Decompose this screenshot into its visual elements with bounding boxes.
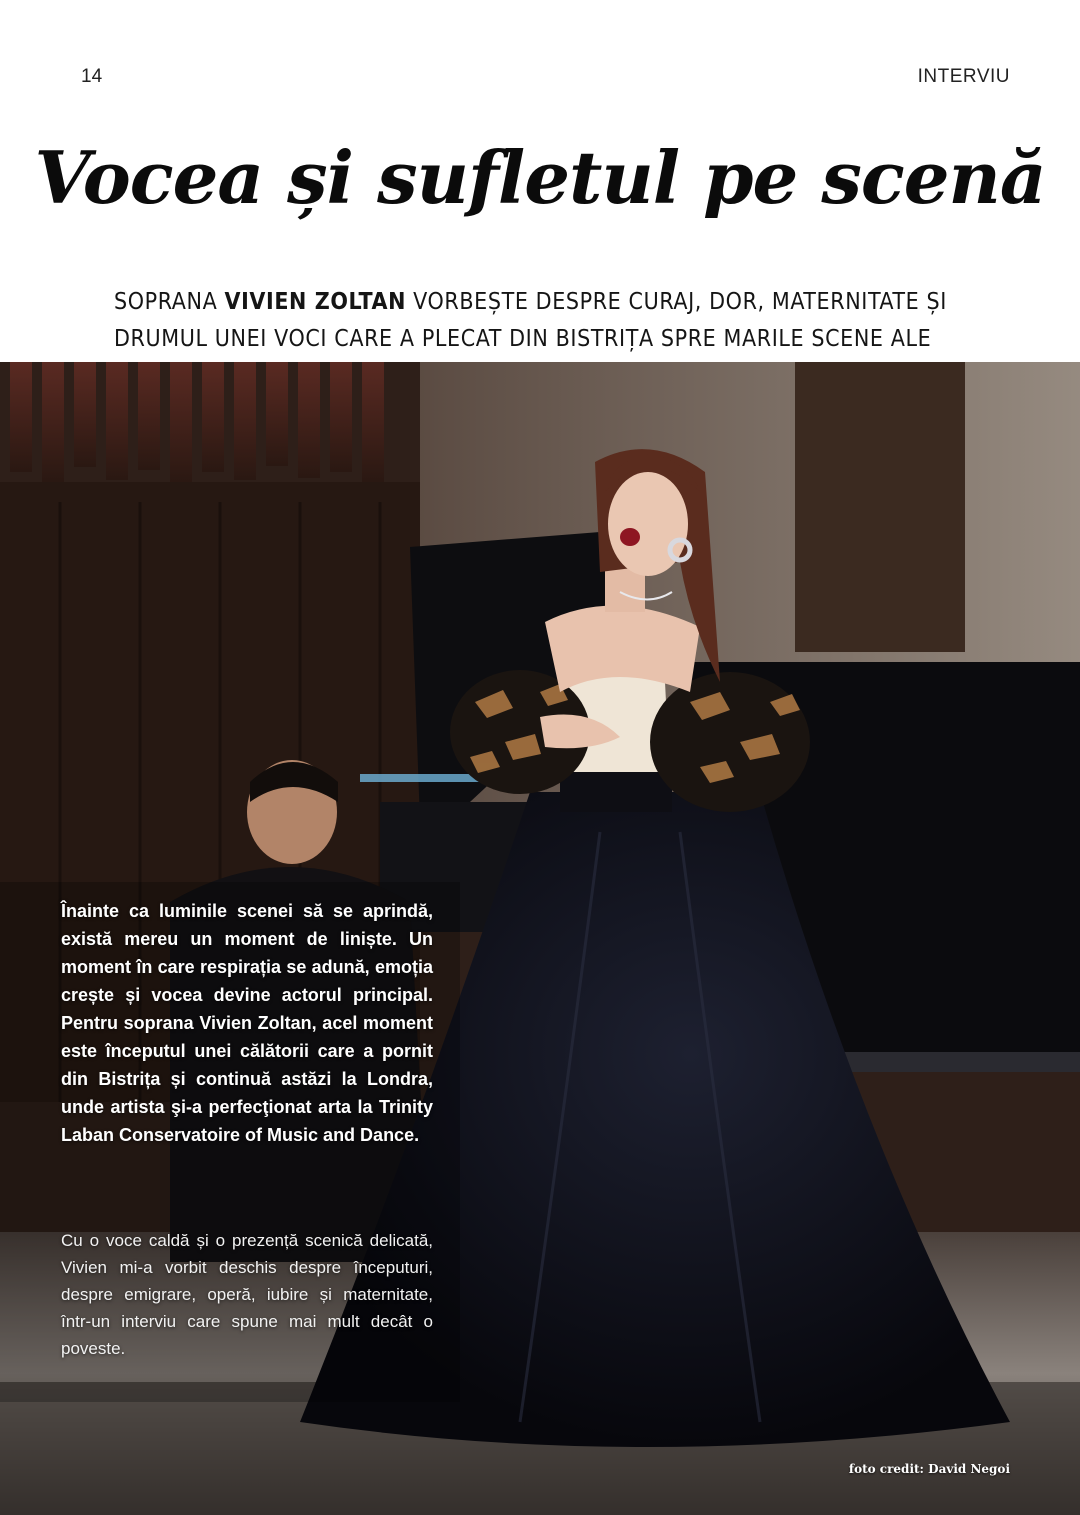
page-number: 14 <box>81 66 103 87</box>
section-label: INTERVIU <box>917 66 1010 87</box>
subtitle-name: VIVIEN ZOLTAN <box>224 289 407 315</box>
subtitle-rest: VORBEȘTE DESPRE CURAJ, DOR, MATERNITATE ȘI DRUMUL UNEI VOCI CARE A PLECAT DIN BISTRIȚA SPRE MARILE SCENE ALE <box>114 289 947 352</box>
article-headline: Vocea și sufletul pe scenă <box>34 135 1046 220</box>
intro-paragraph: Înainte ca luminile scenei să se aprindă, există mereu un moment de liniște. Un moment în care respirația se adună, emoția crește și vocea devine actorul principal. Pentru soprana Vivien Zoltan, acel moment este începutul unei călătorii care a pornit din Bistrița și continuă astăzi la Londra, unde artista şi-a perfecţionat arta la Trinity Laban Conservatoire of Music and Dance. <box>61 901 433 1145</box>
subtitle-prefix: SOPRANA <box>114 289 225 315</box>
lead-paragraph: Cu o voce caldă și o prezență scenică delicată, Vivien mi-a vorbit deschis despre începuturi, despre emigrare, operă, iubire și maternitate, într-un interviu care spune mai mult decât o poveste. <box>61 1231 433 1358</box>
photo-credit: foto credit: David Negoi <box>848 1462 1010 1476</box>
